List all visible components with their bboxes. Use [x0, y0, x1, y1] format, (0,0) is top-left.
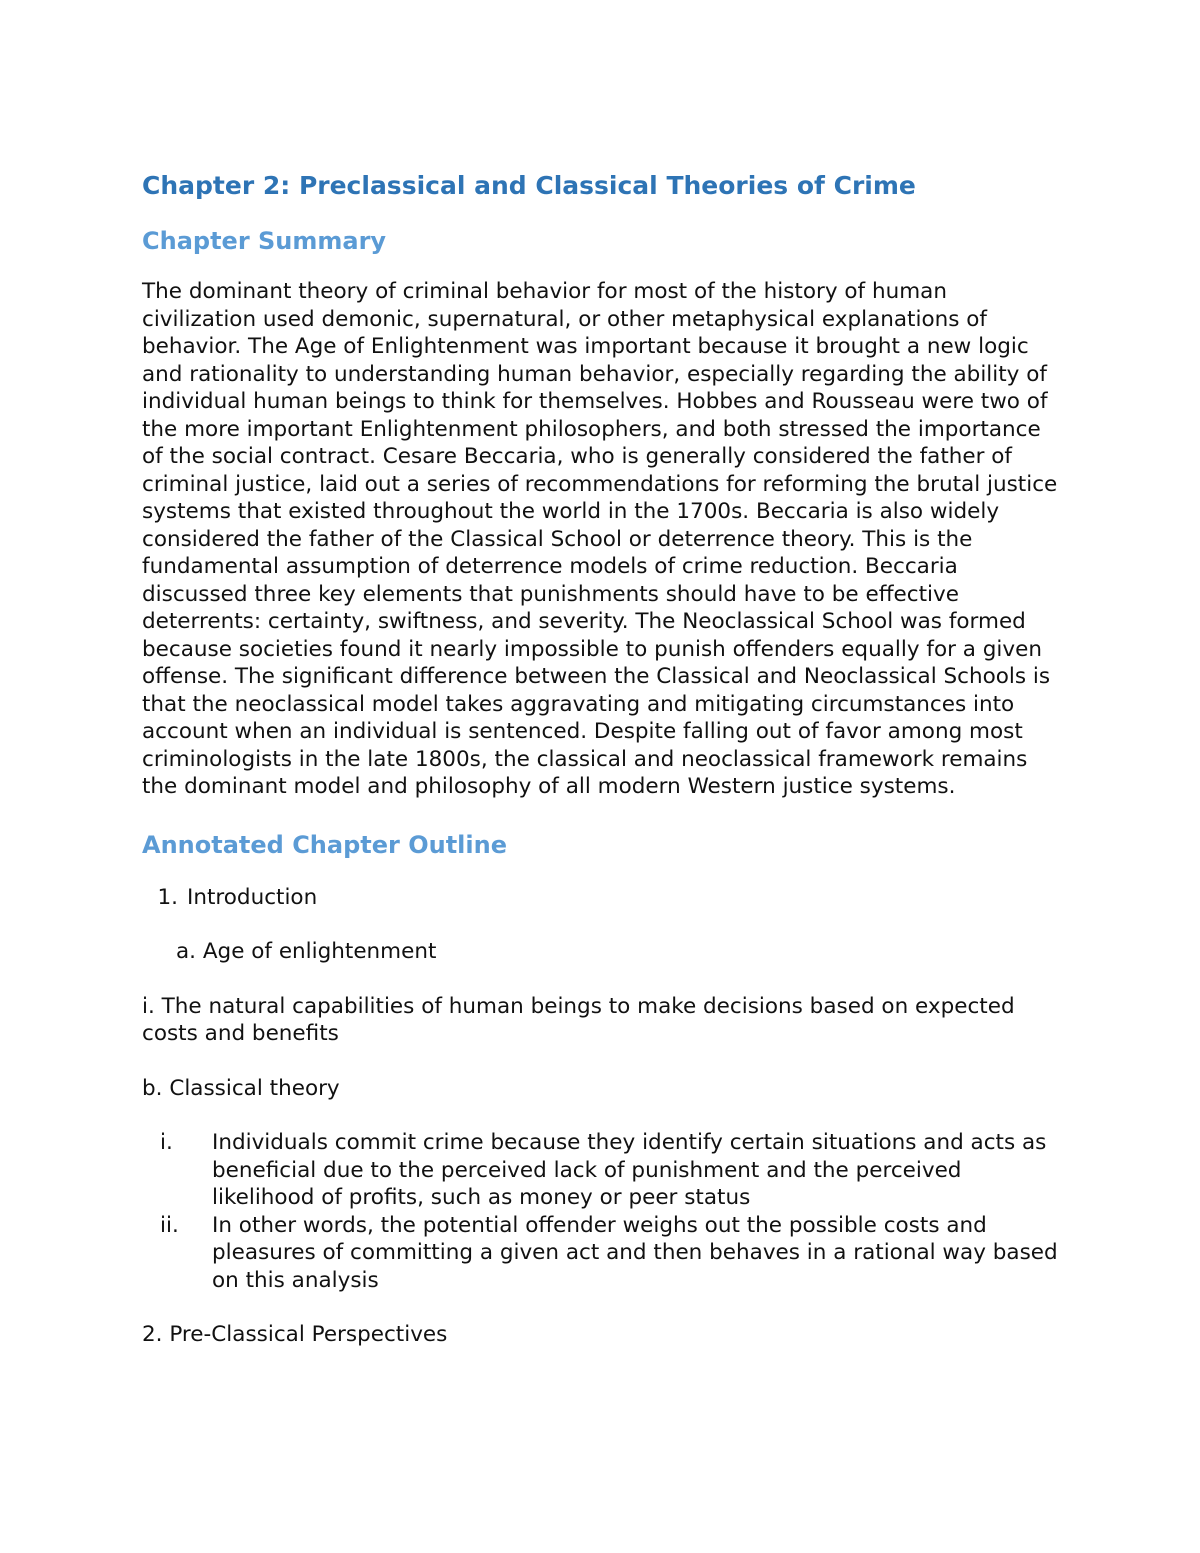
summary-paragraph: The dominant theory of criminal behavior for most of the history of human civilization used demonic, supernatural, or other metaphysical explanations of behavior. The Age of Enlightenment was important because it brought a new logic and rationality to understanding human behavior, especially regarding the ability of individual human beings to think for themselves. Hobbes and Rousseau were two of the more important Enlightenment philosophers, and both stressed the importance of the social contract. Cesare Beccaria, who is generally considered the father of criminal justice, laid out a series of recommendations for reforming the brutal justice systems that existed throughout the world in the 1700s. Beccaria is also widely considered the father of the Classical School or deterrence theory. This is the fundamental assumption of deterrence models of crime reduction. Beccaria discussed three key elements that punishments should have to be effective deterrents: certainty, swiftness, and severity. The Neoclassical School was formed because societies found it nearly impossible to punish offenders equally for a given offense. The significant difference between the Classical and Neoclassical Schools is that the neoclassical model takes aggravating and mitigating circumstances into account when an individual is sentenced. Despite falling out of favor among most criminologists in the late 1800s, the classical and neoclassical framework remains the dominant model and philosophy of all modern Western justice systems.: [142, 279, 1058, 799]
outline-item-marker: 1.: [157, 884, 178, 910]
list-item-text: Individuals commit crime because they identify certain situations and acts as beneficial due to the perceived lack of punishment and the perceived likelihood of profits, such as money or peer status: [212, 1130, 1047, 1210]
list-item-text: In other words, the potential offender weighs out the possible costs and pleasures of committing a given act and then behaves in a rational way based on this analysis: [212, 1212, 1058, 1293]
outline-subpoint-natural-capabilities: i. The natural capabilities of human beings to make decisions based on expected costs and benefits: [142, 993, 1015, 1046]
outline-heading: Annotated Chapter Outline: [142, 830, 507, 859]
document-page: [142, 168, 1072, 1376]
summary-heading: Chapter Summary: [142, 227, 387, 255]
list-item: [142, 1129, 1072, 1212]
list-item-marker: i.: [160, 1130, 173, 1155]
classical-theory-points: [142, 1129, 1072, 1294]
list-item: [142, 1212, 1072, 1295]
outline-subitem-age-of-enlightenment: a. Age of enlightenment: [176, 939, 437, 964]
outline-item-label: Introduction: [187, 884, 318, 910]
list-item-marker: ii.: [160, 1212, 179, 1238]
outline-item-pre-classical-perspectives: 2. Pre-Classical Perspectives: [142, 1322, 448, 1347]
chapter-title: Chapter 2: Preclassical and Classical Theories of Crime: [142, 171, 916, 200]
outline-item-introduction: [142, 884, 1072, 912]
outline-subitem-classical-theory: b. Classical theory: [142, 1075, 340, 1101]
